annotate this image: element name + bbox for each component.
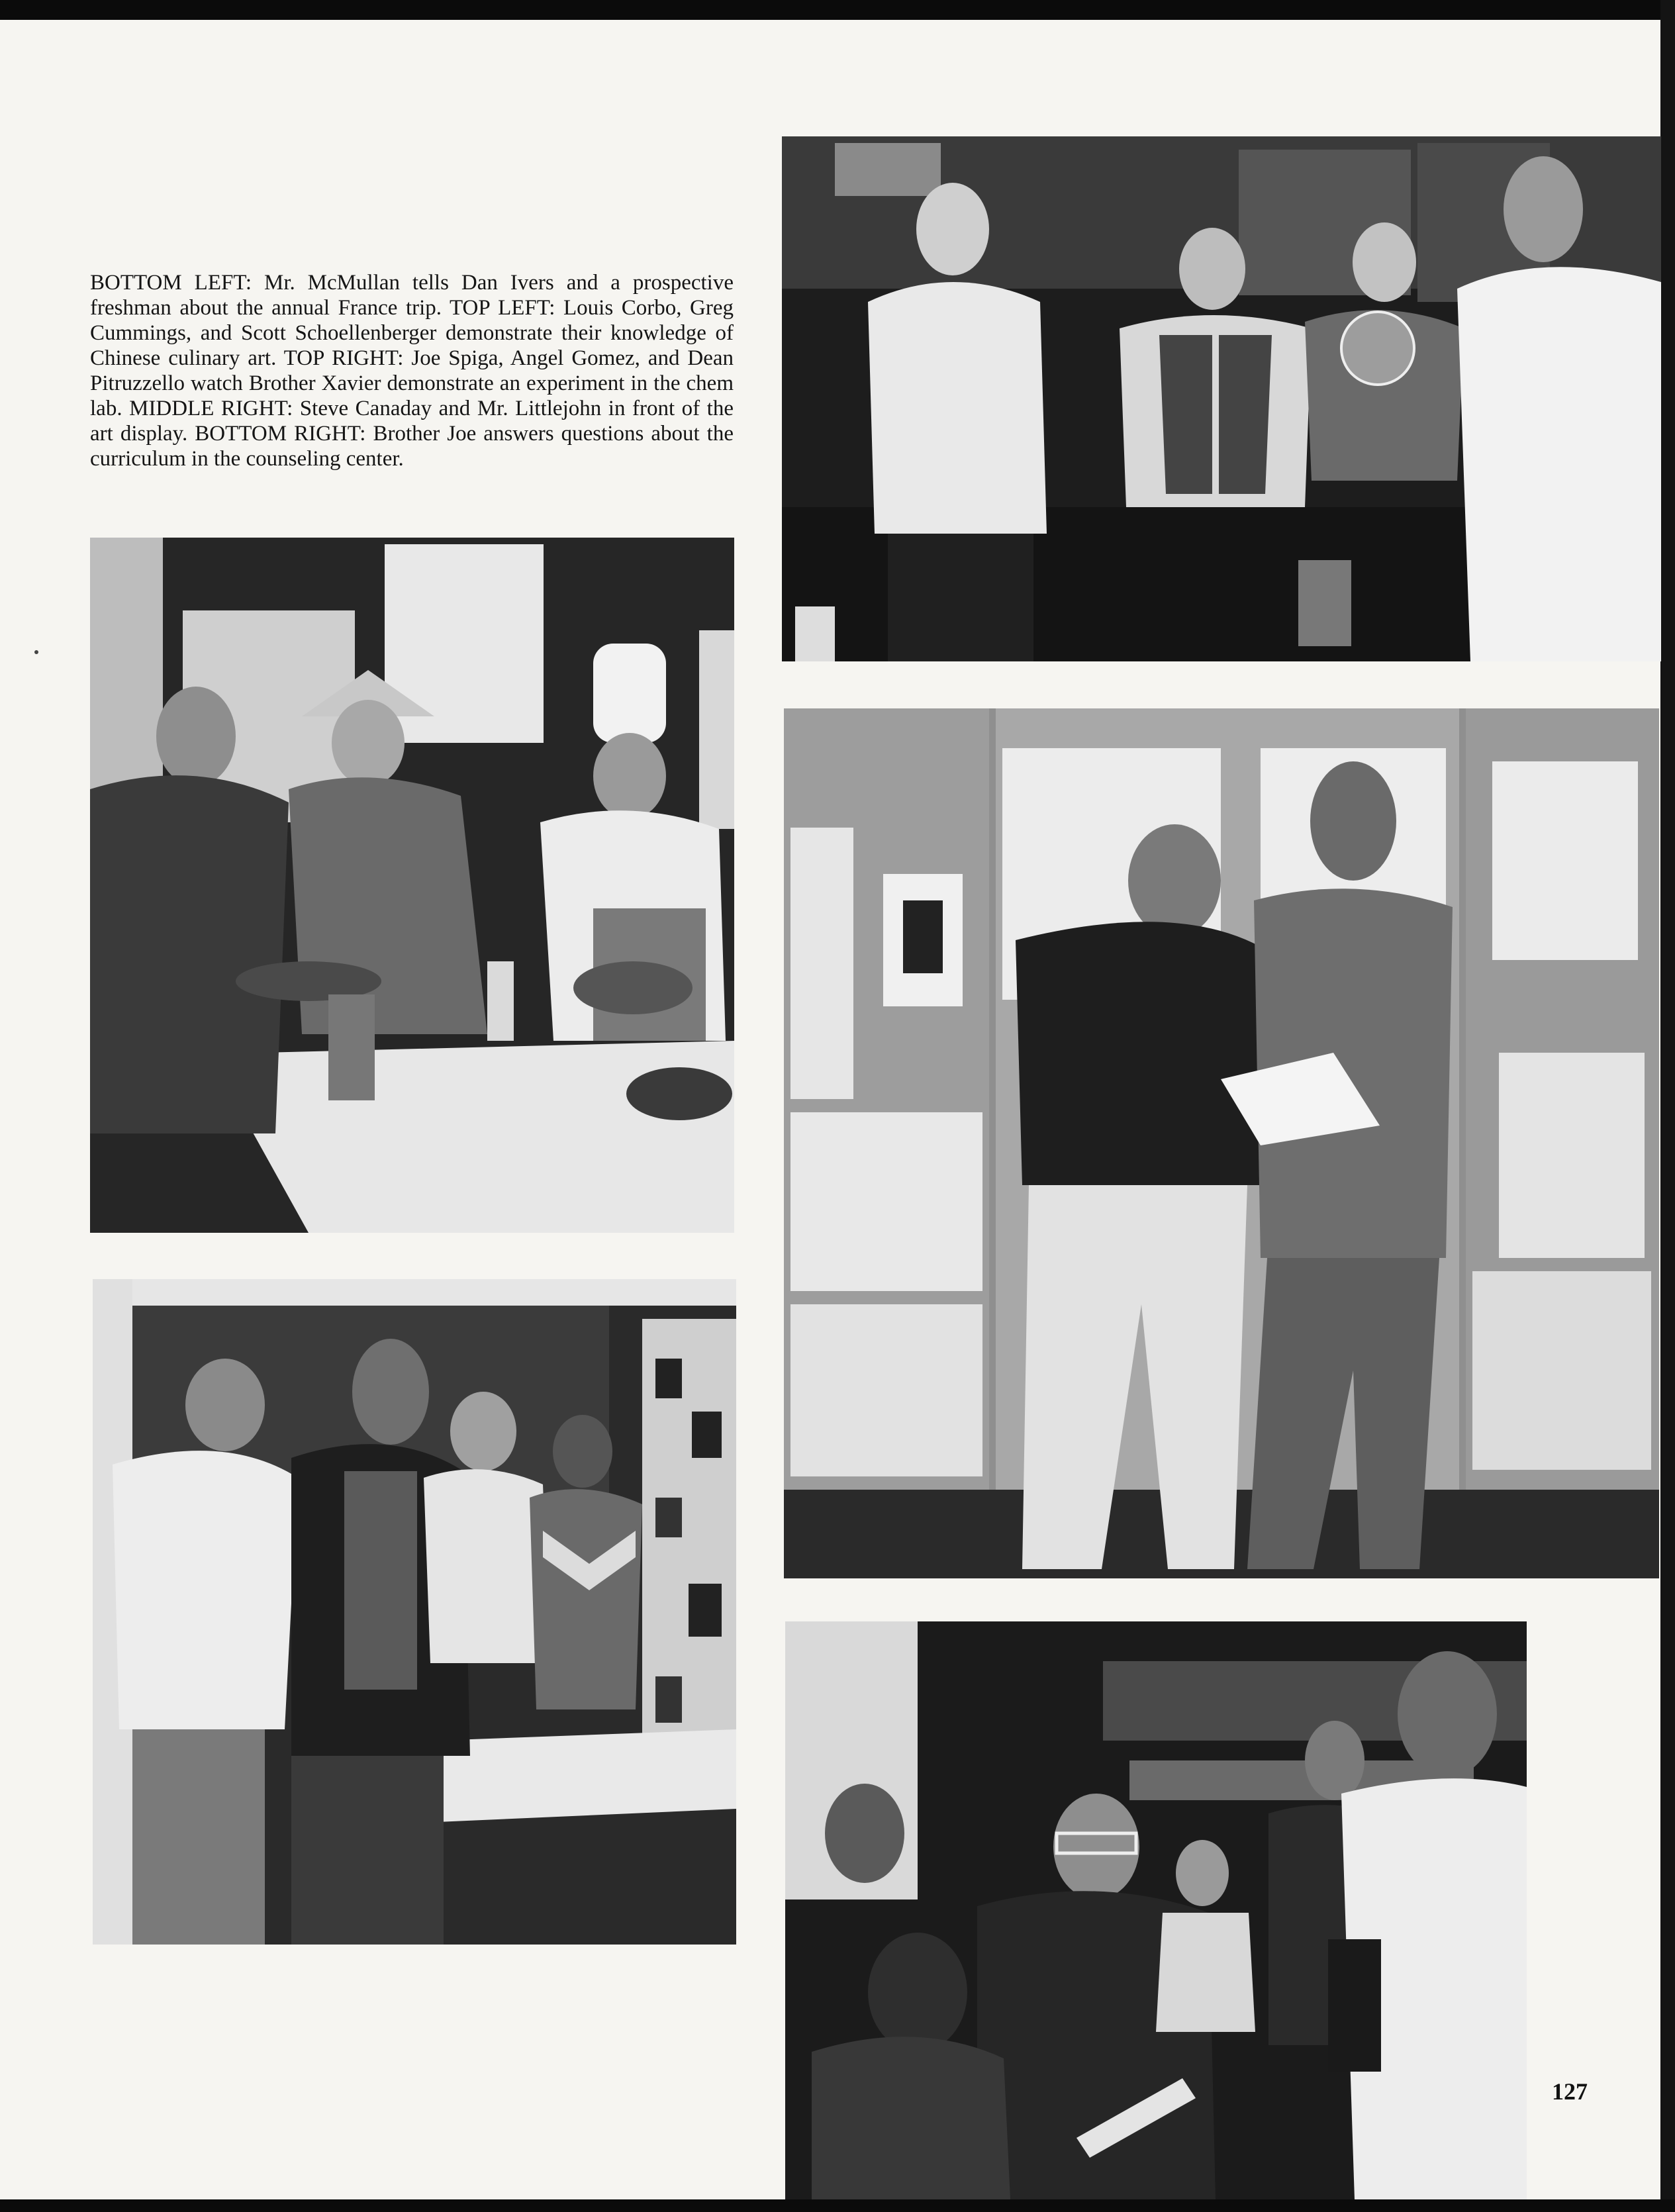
photo-chem-lab [782,136,1661,661]
photo-france-trip [93,1279,736,1945]
photo-culinary-art [90,538,734,1233]
photo-counseling-center [785,1621,1527,2199]
photo-art-display [784,708,1659,1578]
photo-caption: BOTTOM LEFT: Mr. McMullan tells Dan Ivers and a prospective freshman about the annual France trip. TOP LEFT: Louis Corbo, Greg Cummings, and Scott Schoellenberger demonstrate their knowledge of Chinese culinary art. TOP RIGHT: Joe Spiga, Angel Gomez, and Dean Pitruzzello watch Brother Xavier demonstrate an experiment in the chem lab. MIDDLE RIGHT: Steve Canaday and Mr. Littlejohn in front of the art display. BOTTOM RIGHT: Brother Joe answers questions about the curriculum in the counseling center. [90,271,734,471]
top-scan-border [0,0,1675,20]
right-scan-border [1660,0,1675,2212]
bottom-scan-border [0,2199,1675,2212]
page-number: 127 [1552,2078,1588,2105]
page-speck [34,650,38,654]
